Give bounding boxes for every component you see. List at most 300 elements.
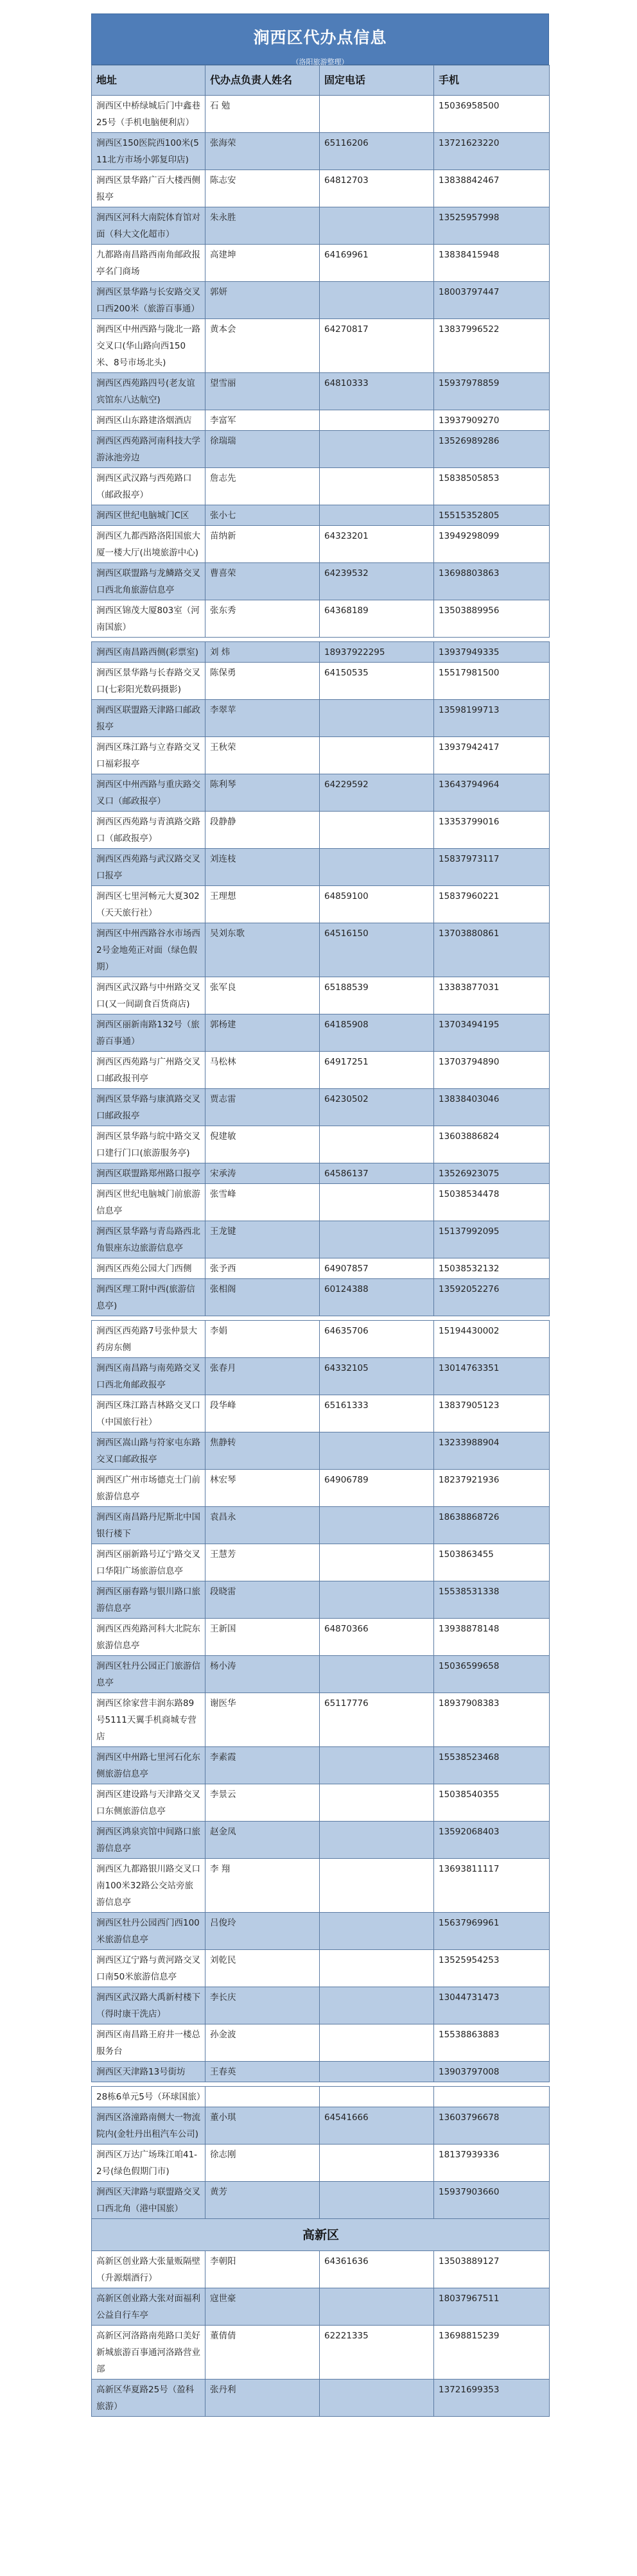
table-row — [92, 600, 550, 638]
agency-table — [91, 2086, 550, 2417]
landline-cell — [320, 1822, 434, 1859]
landline-cell: 64907857 — [320, 1258, 434, 1279]
table-row — [92, 642, 550, 663]
table-row — [92, 1822, 550, 1859]
mobile-cell: 13721699353 — [434, 2380, 550, 2417]
mobile-cell: 13503889956 — [434, 600, 550, 638]
contact-name-cell: 陈志安 — [205, 170, 320, 207]
table-row — [92, 1656, 550, 1693]
contact-name-cell: 宋承涛 — [205, 1163, 320, 1184]
landline-cell: 64368189 — [320, 600, 434, 638]
landline-cell — [320, 1950, 434, 1987]
contact-name-cell: 倪建敏 — [205, 1126, 320, 1163]
contact-name-cell: 李翠苹 — [205, 700, 320, 737]
landline-cell: 64870366 — [320, 1619, 434, 1656]
table-row — [92, 2024, 550, 2062]
table-row — [92, 663, 550, 700]
address-cell: 涧西区牡丹公园西门西100米旅游信息亭 — [92, 1913, 205, 1950]
table-row — [92, 282, 550, 319]
landline-cell — [320, 1126, 434, 1163]
page-subtitle: （洛阳旅游整理） — [292, 58, 349, 66]
table-row — [92, 812, 550, 849]
landline-cell — [320, 1184, 434, 1221]
landline-cell — [320, 1507, 434, 1544]
mobile-cell: 13838403046 — [434, 1089, 550, 1126]
section-header-row — [92, 2219, 550, 2251]
landline-cell: 64169961 — [320, 245, 434, 282]
table-row — [92, 977, 550, 1014]
landline-cell: 64586137 — [320, 1163, 434, 1184]
table-row — [92, 1395, 550, 1432]
contact-name-cell: 段静静 — [205, 812, 320, 849]
address-cell: 涧西区武汉路与西苑路口（邮政报亭） — [92, 468, 205, 505]
table-row — [92, 1052, 550, 1089]
contact-name-cell: 张小七 — [205, 505, 320, 526]
landline-header: 固定电话 — [320, 65, 434, 96]
table-row — [92, 96, 550, 133]
landline-cell: 64332105 — [320, 1358, 434, 1395]
table-row — [92, 700, 550, 737]
landline-cell: 64859100 — [320, 886, 434, 923]
contact-name-cell: 谢医华 — [205, 1693, 320, 1747]
contact-name-cell: 陈保勇 — [205, 663, 320, 700]
contact-name-cell: 李素霞 — [205, 1747, 320, 1784]
contact-name-cell: 陈利琴 — [205, 774, 320, 812]
address-cell: 高新区河洛路南苑路口美好新城旅游百事通河洛路营业部 — [92, 2326, 205, 2380]
contact-name-cell: 寇世豪 — [205, 2288, 320, 2326]
landline-cell: 64812703 — [320, 170, 434, 207]
table-row — [92, 2107, 550, 2145]
mobile-cell: 15837960221 — [434, 886, 550, 923]
table-row — [92, 2087, 550, 2107]
mobile-cell: 15837973117 — [434, 849, 550, 886]
address-cell: 涧西区河科大南院体育馆对面（科大文化超市） — [92, 207, 205, 245]
table-row — [92, 1221, 550, 1258]
contact-name-cell: 高建坤 — [205, 245, 320, 282]
agency-info-document — [91, 13, 549, 2417]
agency-table — [91, 1320, 550, 2082]
mobile-cell: 13837996522 — [434, 319, 550, 373]
contact-name-cell — [205, 2087, 320, 2107]
contact-name-cell: 张海荣 — [205, 133, 320, 170]
table-row — [92, 1470, 550, 1507]
mobile-cell: 13353799016 — [434, 812, 550, 849]
landline-cell — [320, 1544, 434, 1581]
mobile-cell: 13838415948 — [434, 245, 550, 282]
landline-cell — [320, 2024, 434, 2062]
mobile-cell: 13233988904 — [434, 1432, 550, 1470]
address-cell: 高新区创业路大张对面福利公益自行车亭 — [92, 2288, 205, 2326]
contact-name-cell: 郭妍 — [205, 282, 320, 319]
contact-name-cell: 焦静转 — [205, 1432, 320, 1470]
table-row — [92, 1581, 550, 1619]
table-row — [92, 526, 550, 563]
table-row — [92, 1432, 550, 1470]
contact-name-cell: 赵金凤 — [205, 1822, 320, 1859]
address-cell: 高新区华夏路25号（盈科旅游） — [92, 2380, 205, 2417]
agency-table — [91, 65, 550, 638]
landline-cell — [320, 812, 434, 849]
table-row — [92, 1321, 550, 1358]
landline-cell — [320, 2087, 434, 2107]
address-cell: 涧西区中州西路与重庆路交叉口（邮政报亭） — [92, 774, 205, 812]
contact-name-cell: 吕俊玲 — [205, 1913, 320, 1950]
address-cell: 涧西区景华路与皖中路交叉口建行门口(旅游服务亭) — [92, 1126, 205, 1163]
mobile-cell: 18003797447 — [434, 282, 550, 319]
address-cell: 涧西区西苑路河南科技大学游泳池旁边 — [92, 431, 205, 468]
mobile-cell: 13693811117 — [434, 1859, 550, 1913]
contact-name-cell: 徐志刚 — [205, 2145, 320, 2182]
address-cell: 涧西区南昌路与南苑路交叉口西北角邮政报亭 — [92, 1358, 205, 1395]
mobile-cell: 13643794964 — [434, 774, 550, 812]
table-row — [92, 2288, 550, 2326]
mobile-cell: 15036599658 — [434, 1656, 550, 1693]
contact-name-cell: 王理想 — [205, 886, 320, 923]
address-cell: 涧西区洛潼路南侧大一物流院内(金牡丹出租汽车公司) — [92, 2107, 205, 2145]
mobile-cell: 13503889127 — [434, 2251, 550, 2288]
mobile-cell: 13937942417 — [434, 737, 550, 774]
landline-cell: 64635706 — [320, 1321, 434, 1358]
section-title: 高新区 — [92, 2219, 550, 2251]
landline-cell: 65161333 — [320, 1395, 434, 1432]
table-row — [92, 1014, 550, 1052]
address-cell: 涧西区珠江路与立春路交叉口福彩报亭 — [92, 737, 205, 774]
table-row — [92, 207, 550, 245]
landline-cell: 64541666 — [320, 2107, 434, 2145]
landline-cell — [320, 2062, 434, 2082]
table-row — [92, 1747, 550, 1784]
table-row — [92, 2182, 550, 2219]
landline-cell — [320, 1747, 434, 1784]
table-row — [92, 468, 550, 505]
table-row — [92, 1693, 550, 1747]
table-row — [92, 1279, 550, 1316]
mobile-cell — [434, 2087, 550, 2107]
landline-cell — [320, 1581, 434, 1619]
mobile-cell: 15038540355 — [434, 1784, 550, 1822]
landline-cell — [320, 700, 434, 737]
mobile-cell: 15194430002 — [434, 1321, 550, 1358]
landline-cell — [320, 737, 434, 774]
contact-name-cell: 李娟 — [205, 1321, 320, 1358]
table-row — [92, 1089, 550, 1126]
table-row — [92, 1507, 550, 1544]
table-row — [92, 373, 550, 410]
mobile-cell: 13603796678 — [434, 2107, 550, 2145]
mobile-cell: 15937978859 — [434, 373, 550, 410]
table-row — [92, 410, 550, 431]
address-cell: 涧西区西苑路与广州路交叉口邮政报刊亭 — [92, 1052, 205, 1089]
landline-cell — [320, 431, 434, 468]
address-cell: 涧西区理工附中西(旅游信息亭) — [92, 1279, 205, 1316]
address-cell: 涧西区西苑路与青滇路交路口（邮政报亭） — [92, 812, 205, 849]
table-row — [92, 774, 550, 812]
mobile-cell: 13698803863 — [434, 563, 550, 600]
contact-name-cell: 马松林 — [205, 1052, 320, 1089]
contact-name-cell: 王新国 — [205, 1619, 320, 1656]
mobile-cell: 13721623220 — [434, 133, 550, 170]
mobile-cell: 15538523468 — [434, 1747, 550, 1784]
mobile-cell: 13703494195 — [434, 1014, 550, 1052]
contact-name-cell: 刘乾民 — [205, 1950, 320, 1987]
address-cell: 涧西区南昌路丹尼斯北中国银行楼下 — [92, 1507, 205, 1544]
mobile-cell: 13526923075 — [434, 1163, 550, 1184]
address-cell: 涧西区景华路广百大楼西侧报亭 — [92, 170, 205, 207]
landline-cell: 65116206 — [320, 133, 434, 170]
address-cell: 涧西区世纪电脑城门C区 — [92, 505, 205, 526]
landline-cell — [320, 1913, 434, 1950]
contact-name-cell: 李富军 — [205, 410, 320, 431]
contact-name-cell: 苗纳新 — [205, 526, 320, 563]
landline-cell: 62221335 — [320, 2326, 434, 2380]
landline-cell: 64906789 — [320, 1470, 434, 1507]
address-cell: 涧西区南昌路西侧(彩票室) — [92, 642, 205, 663]
mobile-cell: 13837905123 — [434, 1395, 550, 1432]
landline-cell — [320, 96, 434, 133]
address-cell: 涧西区西苑公园大门西侧 — [92, 1258, 205, 1279]
landline-cell: 18937922295 — [320, 642, 434, 663]
mobile-cell: 13592068403 — [434, 1822, 550, 1859]
landline-cell: 64917251 — [320, 1052, 434, 1089]
address-cell: 涧西区西苑路四号(老友谊宾馆东八达航空) — [92, 373, 205, 410]
landline-cell — [320, 1432, 434, 1470]
landline-cell: 64239532 — [320, 563, 434, 600]
address-cell: 涧西区中州路七里河石化东侧旅游信息亭 — [92, 1747, 205, 1784]
table-row — [92, 2145, 550, 2182]
mobile-cell: 18137939336 — [434, 2145, 550, 2182]
contact-name-header: 代办点负责人姓名 — [205, 65, 320, 96]
contact-name-cell: 李 翔 — [205, 1859, 320, 1913]
mobile-cell: 13592052276 — [434, 1279, 550, 1316]
table-row — [92, 563, 550, 600]
mobile-cell: 13703794890 — [434, 1052, 550, 1089]
table-row — [92, 1784, 550, 1822]
address-cell: 涧西区锦茂大厦803室（河南国旅） — [92, 600, 205, 638]
address-cell: 涧西区天津路与联盟路交叉口西北角（港中国旅） — [92, 2182, 205, 2219]
contact-name-cell: 张予西 — [205, 1258, 320, 1279]
mobile-cell: 13525954253 — [434, 1950, 550, 1987]
contact-name-cell: 张东秀 — [205, 600, 320, 638]
table-row — [92, 923, 550, 977]
landline-cell — [320, 1221, 434, 1258]
contact-name-cell: 刘连枝 — [205, 849, 320, 886]
address-cell: 涧西区西苑路河科大北院东旅游信息亭 — [92, 1619, 205, 1656]
mobile-cell: 13698815239 — [434, 2326, 550, 2380]
mobile-cell: 1503863455 — [434, 1544, 550, 1581]
mobile-cell: 18237921936 — [434, 1470, 550, 1507]
mobile-cell: 13949298099 — [434, 526, 550, 563]
contact-name-cell: 张雪峰 — [205, 1184, 320, 1221]
landline-cell: 64185908 — [320, 1014, 434, 1052]
landline-cell — [320, 468, 434, 505]
table-row — [92, 1987, 550, 2024]
table-row — [92, 1163, 550, 1184]
address-cell: 涧西区建设路与天津路交叉口东侧旅游信息亭 — [92, 1784, 205, 1822]
contact-name-cell: 王春英 — [205, 2062, 320, 2082]
landline-cell: 64323201 — [320, 526, 434, 563]
contact-name-cell: 王慧芳 — [205, 1544, 320, 1581]
landline-cell: 64150535 — [320, 663, 434, 700]
landline-cell — [320, 410, 434, 431]
landline-cell — [320, 2145, 434, 2182]
table-row — [92, 2380, 550, 2417]
table-row — [92, 133, 550, 170]
address-cell: 涧西区景华路与康滇路交叉口邮政报亭 — [92, 1089, 205, 1126]
landline-cell — [320, 207, 434, 245]
contact-name-cell: 张丹利 — [205, 2380, 320, 2417]
contact-name-cell: 石 勉 — [205, 96, 320, 133]
address-cell: 涧西区丽春路与银川路口旅游信息亭 — [92, 1581, 205, 1619]
contact-name-cell: 刘 炜 — [205, 642, 320, 663]
table-row — [92, 1358, 550, 1395]
contact-name-cell: 黄芳 — [205, 2182, 320, 2219]
landline-cell: 65188539 — [320, 977, 434, 1014]
address-cell: 涧西区辽宁路与黄河路交叉口南50米旅游信息亭 — [92, 1950, 205, 1987]
mobile-cell: 13044731473 — [434, 1987, 550, 2024]
table-row — [92, 849, 550, 886]
address-cell: 涧西区中桥绿城后门中鑫巷25号（手机电脑便利店） — [92, 96, 205, 133]
mobile-cell: 13838842467 — [434, 170, 550, 207]
address-cell: 涧西区世纪电脑城门前旅游信息亭 — [92, 1184, 205, 1221]
landline-cell: 64516150 — [320, 923, 434, 977]
contact-name-cell: 段晓雷 — [205, 1581, 320, 1619]
address-cell: 涧西区150医院西100米(511北方市场小郭复印店) — [92, 133, 205, 170]
landline-cell — [320, 1859, 434, 1913]
table-row — [92, 245, 550, 282]
contact-name-cell: 望雪丽 — [205, 373, 320, 410]
landline-cell: 64361636 — [320, 2251, 434, 2288]
mobile-cell: 15038532132 — [434, 1258, 550, 1279]
contact-name-cell: 徐瑞瑞 — [205, 431, 320, 468]
contact-name-cell: 袁昌永 — [205, 1507, 320, 1544]
mobile-cell: 15637969961 — [434, 1913, 550, 1950]
mobile-cell: 13603886824 — [434, 1126, 550, 1163]
mobile-header: 手机 — [434, 65, 550, 96]
landline-cell — [320, 1987, 434, 2024]
contact-name-cell: 吴刘东歌 — [205, 923, 320, 977]
address-cell: 涧西区广州市场德克士门前旅游信息亭 — [92, 1470, 205, 1507]
mobile-cell: 13383877031 — [434, 977, 550, 1014]
table-row — [92, 505, 550, 526]
address-cell: 涧西区万达广场珠江咱41-2号(绿色假期门市) — [92, 2145, 205, 2182]
contact-name-cell: 孙金波 — [205, 2024, 320, 2062]
table-row — [92, 1859, 550, 1913]
mobile-cell: 15036958500 — [434, 96, 550, 133]
landline-cell — [320, 2288, 434, 2326]
address-cell: 高新区创业路大张量贩隔壁（升源烟酒行） — [92, 2251, 205, 2288]
address-cell: 涧西区丽新路号辽宁路交叉口华阳广场旅游信息亭 — [92, 1544, 205, 1581]
table-row — [92, 737, 550, 774]
landline-cell: 64230502 — [320, 1089, 434, 1126]
mobile-cell: 13938878148 — [434, 1619, 550, 1656]
contact-name-cell: 李朝阳 — [205, 2251, 320, 2288]
table-row — [92, 319, 550, 373]
contact-name-cell: 李长庆 — [205, 1987, 320, 2024]
mobile-cell: 18937908383 — [434, 1693, 550, 1747]
landline-cell — [320, 2182, 434, 2219]
mobile-cell: 15538531338 — [434, 1581, 550, 1619]
mobile-cell: 15538863883 — [434, 2024, 550, 2062]
address-cell: 涧西区七里河畅元大夏302（天天旅行社） — [92, 886, 205, 923]
title-banner — [91, 13, 549, 65]
address-cell: 涧西区联盟路天津路口邮政报亭 — [92, 700, 205, 737]
landline-cell — [320, 1656, 434, 1693]
contact-name-cell: 李景云 — [205, 1784, 320, 1822]
address-cell: 涧西区中州西路与陇北一路交叉口(华山路向西150米、8号市场北头) — [92, 319, 205, 373]
mobile-cell: 15838505853 — [434, 468, 550, 505]
mobile-cell: 13526989286 — [434, 431, 550, 468]
address-cell: 涧西区武汉路与中州路交叉口(又一间副食百货商店) — [92, 977, 205, 1014]
table-row — [92, 1619, 550, 1656]
address-cell: 涧西区西苑路与武汉路交叉口报亭 — [92, 849, 205, 886]
contact-name-cell: 贾志雷 — [205, 1089, 320, 1126]
address-cell: 涧西区西苑路7号张仲景大药房东侧 — [92, 1321, 205, 1358]
page-title: 涧西区代办点信息 — [253, 28, 387, 47]
contact-name-cell: 张相阁 — [205, 1279, 320, 1316]
landline-cell: 65117776 — [320, 1693, 434, 1747]
address-cell: 涧西区九都西路洛阳国旅大厦一楼大厅(出境旅游中心) — [92, 526, 205, 563]
address-cell: 涧西区景华路与长安路交叉口西200米（旅游百事通） — [92, 282, 205, 319]
contact-name-cell: 张春月 — [205, 1358, 320, 1395]
landline-cell — [320, 849, 434, 886]
address-cell: 九都路南昌路西南角邮政报亭名门商场 — [92, 245, 205, 282]
landline-cell — [320, 1784, 434, 1822]
contact-name-cell: 王秋荣 — [205, 737, 320, 774]
landline-cell: 64810333 — [320, 373, 434, 410]
contact-name-cell: 段华峰 — [205, 1395, 320, 1432]
address-cell: 涧西区南昌路王府井一楼总服务台 — [92, 2024, 205, 2062]
contact-name-cell: 董小琪 — [205, 2107, 320, 2145]
address-cell: 涧西区联盟路与龙鳞路交叉口西北角旅游信息亭 — [92, 563, 205, 600]
address-cell: 涧西区珠江路吉林路交叉口（中国旅行社） — [92, 1395, 205, 1432]
table-row — [92, 1950, 550, 1987]
mobile-cell: 13937909270 — [434, 410, 550, 431]
address-cell: 涧西区丽新南路132号（旅游百事通） — [92, 1014, 205, 1052]
address-cell: 涧西区鸿泉宾馆中间路口旅游信息亭 — [92, 1822, 205, 1859]
landline-cell — [320, 2380, 434, 2417]
column-header-row — [92, 65, 550, 96]
table-row — [92, 1126, 550, 1163]
landline-cell: 64270817 — [320, 319, 434, 373]
address-cell: 涧西区武汉路大禹新村楼下（得时康干洗店） — [92, 1987, 205, 2024]
mobile-cell: 15137992095 — [434, 1221, 550, 1258]
contact-name-cell: 张军良 — [205, 977, 320, 1014]
contact-name-cell: 曹喜荣 — [205, 563, 320, 600]
mobile-cell: 15937903660 — [434, 2182, 550, 2219]
table-row — [92, 886, 550, 923]
mobile-cell: 15517981500 — [434, 663, 550, 700]
mobile-cell: 13598199713 — [434, 700, 550, 737]
contact-name-cell: 朱永胜 — [205, 207, 320, 245]
address-cell: 涧西区九都路银川路交叉口南100米32路公交站旁旅游信息亭 — [92, 1859, 205, 1913]
address-cell: 涧西区景华路与长春路交叉口(七彩阳光数码摄影) — [92, 663, 205, 700]
address-cell: 涧西区中州西路谷水市场西2号金地苑正对面（绿色假期） — [92, 923, 205, 977]
table-row — [92, 1544, 550, 1581]
address-header: 地址 — [92, 65, 205, 96]
table-row — [92, 2062, 550, 2082]
table-row — [92, 1258, 550, 1279]
mobile-cell: 13903797008 — [434, 2062, 550, 2082]
contact-name-cell: 董倩倩 — [205, 2326, 320, 2380]
table-row — [92, 2326, 550, 2380]
address-cell: 涧西区山东路建洛烟酒店 — [92, 410, 205, 431]
mobile-cell: 13525957998 — [434, 207, 550, 245]
mobile-cell: 13703880861 — [434, 923, 550, 977]
contact-name-cell: 林宏琴 — [205, 1470, 320, 1507]
mobile-cell: 18638868726 — [434, 1507, 550, 1544]
address-cell: 涧西区联盟路郑州路口报亭 — [92, 1163, 205, 1184]
landline-cell — [320, 505, 434, 526]
